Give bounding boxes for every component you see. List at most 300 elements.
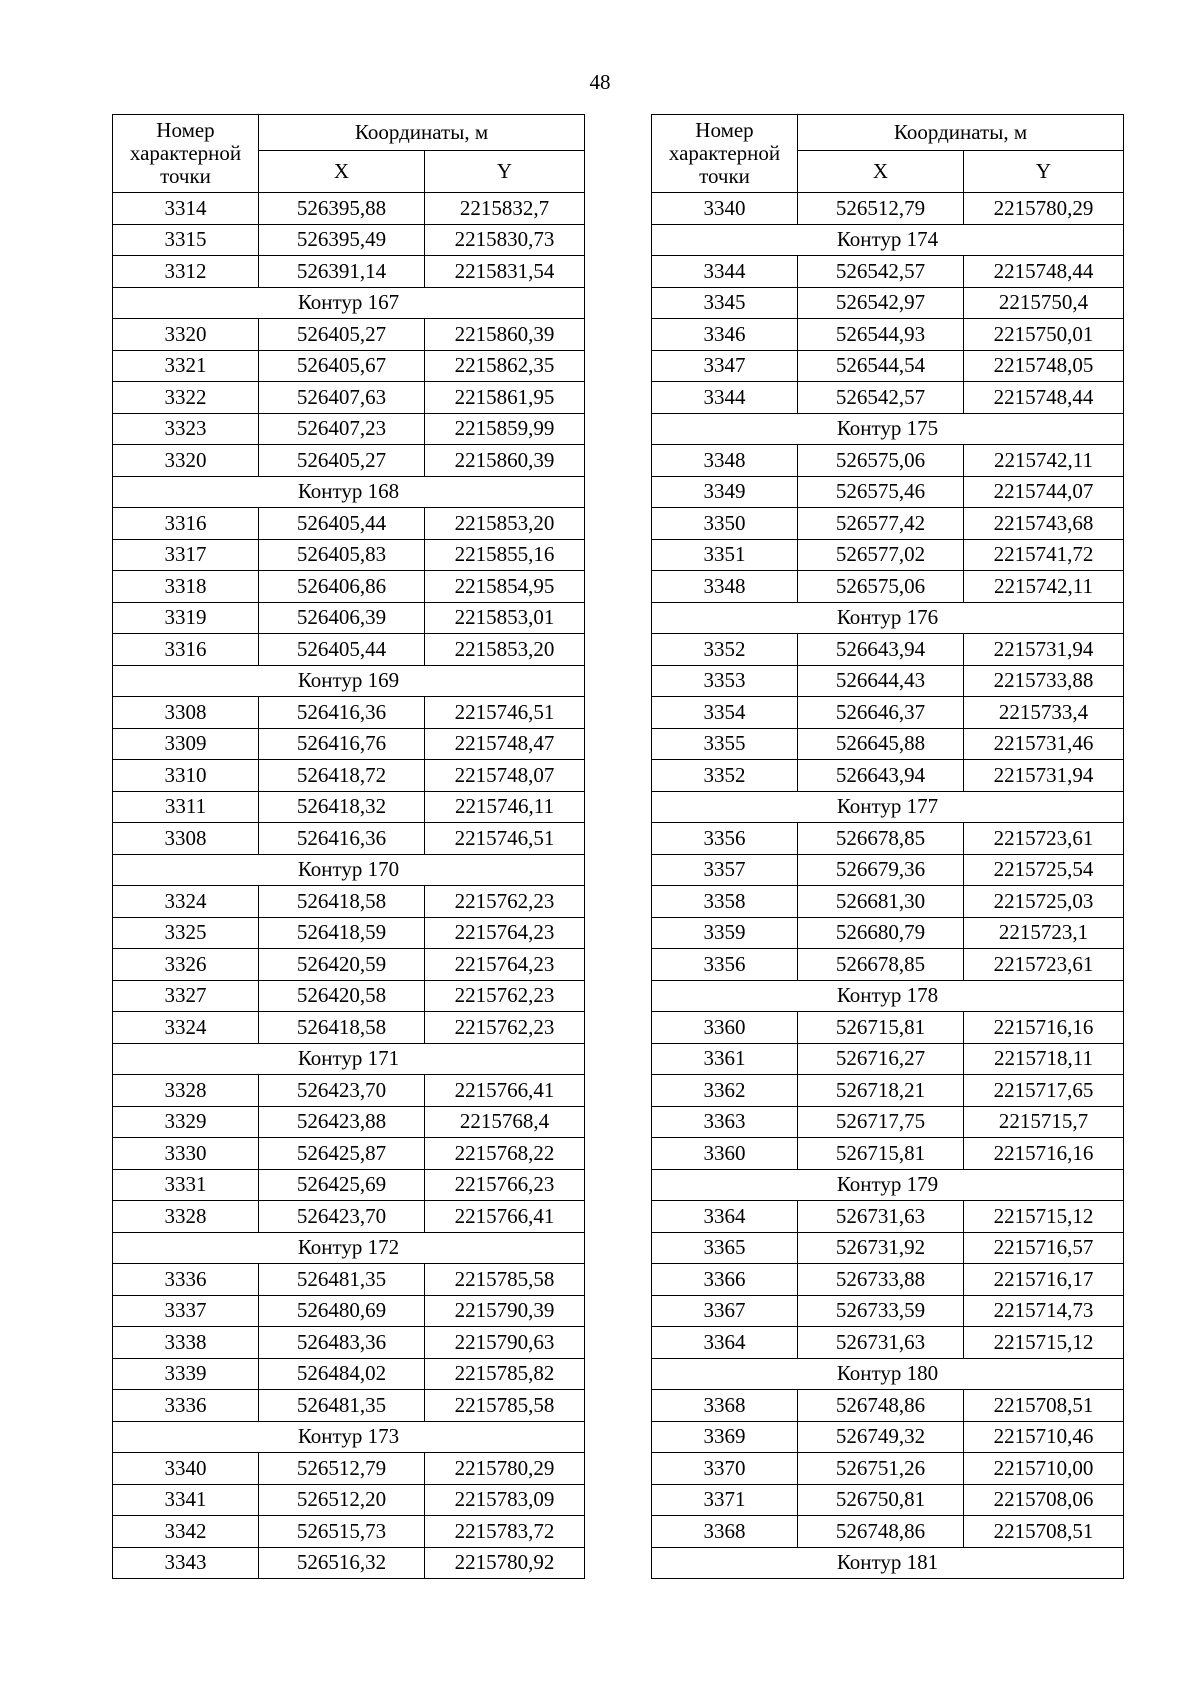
- x-coordinate-cell: 526405,67: [259, 350, 425, 382]
- table-row: [652, 1484, 1124, 1516]
- y-coordinate-cell: 2215764,23: [425, 917, 585, 949]
- point-number-cell: 3366: [652, 1264, 798, 1296]
- y-coordinate-cell: 2215790,39: [425, 1295, 585, 1327]
- x-coordinate-cell: 526646,37: [798, 697, 964, 729]
- x-coordinate-cell: 526512,79: [259, 1453, 425, 1485]
- contour-row: [652, 791, 1124, 823]
- x-coordinate-cell: 526423,70: [259, 1075, 425, 1107]
- x-coordinate-cell: 526717,75: [798, 1106, 964, 1138]
- point-number-cell: 3310: [113, 760, 259, 792]
- contour-label: Контур 178: [652, 980, 1124, 1012]
- point-number-cell: 3309: [113, 728, 259, 760]
- x-coordinate-cell: 526542,57: [798, 256, 964, 288]
- table-row: [113, 193, 585, 225]
- y-coordinate-cell: 2215716,16: [964, 1012, 1124, 1044]
- table-row: [113, 634, 585, 666]
- x-coordinate-cell: 526418,59: [259, 917, 425, 949]
- y-coordinate-cell: 2215831,54: [425, 256, 585, 288]
- table-row: [652, 949, 1124, 981]
- x-coordinate-cell: 526544,93: [798, 319, 964, 351]
- point-number-cell: 3314: [113, 193, 259, 225]
- contour-row: [652, 1547, 1124, 1579]
- point-number-cell: 3320: [113, 319, 259, 351]
- x-coordinate-cell: 526480,69: [259, 1295, 425, 1327]
- x-coordinate-cell: 526577,02: [798, 539, 964, 571]
- y-coordinate-cell: 2215723,1: [964, 917, 1124, 949]
- table-row: [113, 791, 585, 823]
- y-coordinate-cell: 2215714,73: [964, 1295, 1124, 1327]
- table-row: [113, 1012, 585, 1044]
- y-coordinate-cell: 2215746,11: [425, 791, 585, 823]
- table-row: [652, 1043, 1124, 1075]
- y-coordinate-cell: 2215715,12: [964, 1327, 1124, 1359]
- point-number-cell: 3325: [113, 917, 259, 949]
- point-number-cell: 3368: [652, 1516, 798, 1548]
- x-coordinate-cell: 526420,58: [259, 980, 425, 1012]
- table-row: [652, 287, 1124, 319]
- y-coordinate-cell: 2215766,41: [425, 1075, 585, 1107]
- point-number-cell: 3356: [652, 823, 798, 855]
- table-row: [652, 382, 1124, 414]
- table-row: [113, 1453, 585, 1485]
- point-number-cell: 3364: [652, 1201, 798, 1233]
- table-row: [113, 1358, 585, 1390]
- point-number-cell: 3352: [652, 760, 798, 792]
- x-coordinate-cell: 526405,27: [259, 445, 425, 477]
- point-number-cell: 3315: [113, 224, 259, 256]
- y-coordinate-cell: 2215780,92: [425, 1547, 585, 1579]
- x-coordinate-cell: 526416,76: [259, 728, 425, 760]
- point-number-cell: 3327: [113, 980, 259, 1012]
- point-number-cell: 3364: [652, 1327, 798, 1359]
- contour-label: Контур 171: [113, 1043, 585, 1075]
- y-coordinate-cell: 2215731,94: [964, 760, 1124, 792]
- coordinates-header: Координаты, м: [798, 115, 1124, 151]
- point-number-cell: 3308: [113, 697, 259, 729]
- point-number-cell: 3356: [652, 949, 798, 981]
- y-coordinate-cell: 2215748,44: [964, 256, 1124, 288]
- x-coordinate-cell: 526643,94: [798, 634, 964, 666]
- table-row: [652, 539, 1124, 571]
- y-coordinate-cell: 2215742,11: [964, 571, 1124, 603]
- x-coordinate-cell: 526544,54: [798, 350, 964, 382]
- point-number-cell: 3316: [113, 634, 259, 666]
- y-coordinate-cell: 2215708,06: [964, 1484, 1124, 1516]
- y-coordinate-cell: 2215717,65: [964, 1075, 1124, 1107]
- point-number-cell: 3308: [113, 823, 259, 855]
- table-row: [113, 1264, 585, 1296]
- x-coordinate-cell: 526542,57: [798, 382, 964, 414]
- x-coordinate-cell: 526731,92: [798, 1232, 964, 1264]
- x-coordinate-cell: 526733,59: [798, 1295, 964, 1327]
- table-row: [113, 823, 585, 855]
- y-coordinate-cell: 2215716,16: [964, 1138, 1124, 1170]
- point-number-cell: 3322: [113, 382, 259, 414]
- x-coordinate-cell: 526418,58: [259, 886, 425, 918]
- contour-row: [113, 665, 585, 697]
- table-row: [113, 728, 585, 760]
- y-coordinate-cell: 2215762,23: [425, 886, 585, 918]
- x-coordinate-cell: 526481,35: [259, 1390, 425, 1422]
- table-row: [113, 571, 585, 603]
- x-coordinate-cell: 526395,88: [259, 193, 425, 225]
- point-number-cell: 3316: [113, 508, 259, 540]
- table-row: [113, 697, 585, 729]
- y-coordinate-cell: 2215716,17: [964, 1264, 1124, 1296]
- table-row: [652, 1421, 1124, 1453]
- y-coordinate-cell: 2215725,54: [964, 854, 1124, 886]
- contour-label: Контур 176: [652, 602, 1124, 634]
- x-header: X: [259, 151, 425, 193]
- table-row: [113, 445, 585, 477]
- y-coordinate-cell: 2215862,35: [425, 350, 585, 382]
- x-coordinate-cell: 526416,36: [259, 697, 425, 729]
- point-number-cell: 3326: [113, 949, 259, 981]
- point-number-cell: 3339: [113, 1358, 259, 1390]
- x-coordinate-cell: 526395,49: [259, 224, 425, 256]
- y-coordinate-cell: 2215860,39: [425, 445, 585, 477]
- table-row: [652, 1012, 1124, 1044]
- table-row: [113, 350, 585, 382]
- point-number-cell: 3367: [652, 1295, 798, 1327]
- y-coordinate-cell: 2215723,61: [964, 823, 1124, 855]
- point-number-cell: 3355: [652, 728, 798, 760]
- x-coordinate-cell: 526484,02: [259, 1358, 425, 1390]
- contour-label: Контур 169: [113, 665, 585, 697]
- contour-row: [113, 287, 585, 319]
- x-coordinate-cell: 526425,69: [259, 1169, 425, 1201]
- x-coordinate-cell: 526679,36: [798, 854, 964, 886]
- x-coordinate-cell: 526405,27: [259, 319, 425, 351]
- x-coordinate-cell: 526423,88: [259, 1106, 425, 1138]
- y-header: Y: [425, 151, 585, 193]
- table-row: [652, 1201, 1124, 1233]
- x-coordinate-cell: 526406,39: [259, 602, 425, 634]
- point-number-cell: 3344: [652, 382, 798, 414]
- y-coordinate-cell: 2215731,46: [964, 728, 1124, 760]
- y-coordinate-cell: 2215731,94: [964, 634, 1124, 666]
- point-number-cell: 3340: [652, 193, 798, 225]
- point-number-cell: 3331: [113, 1169, 259, 1201]
- x-coordinate-cell: 526716,27: [798, 1043, 964, 1075]
- point-number-cell: 3354: [652, 697, 798, 729]
- y-coordinate-cell: 2215748,07: [425, 760, 585, 792]
- table-row: [652, 665, 1124, 697]
- x-coordinate-cell: 526643,94: [798, 760, 964, 792]
- y-coordinate-cell: 2215768,22: [425, 1138, 585, 1170]
- x-coordinate-cell: 526405,44: [259, 634, 425, 666]
- x-coordinate-cell: 526406,86: [259, 571, 425, 603]
- table-row: [652, 917, 1124, 949]
- y-coordinate-cell: 2215860,39: [425, 319, 585, 351]
- x-coordinate-cell: 526733,88: [798, 1264, 964, 1296]
- coordinates-header: Координаты, м: [259, 115, 585, 151]
- y-coordinate-cell: 2215742,11: [964, 445, 1124, 477]
- y-coordinate-cell: 2215790,63: [425, 1327, 585, 1359]
- x-coordinate-cell: 526575,46: [798, 476, 964, 508]
- y-coordinate-cell: 2215748,05: [964, 350, 1124, 382]
- table-row: [113, 602, 585, 634]
- table-row: [652, 1075, 1124, 1107]
- table-row: [113, 256, 585, 288]
- table-row: [113, 413, 585, 445]
- table-row: [113, 949, 585, 981]
- contour-row: [652, 602, 1124, 634]
- x-coordinate-cell: 526577,42: [798, 508, 964, 540]
- table-row: [113, 1169, 585, 1201]
- table-row: [113, 319, 585, 351]
- contour-label: Контур 177: [652, 791, 1124, 823]
- x-coordinate-cell: 526512,79: [798, 193, 964, 225]
- point-number-cell: 3362: [652, 1075, 798, 1107]
- point-number-cell: 3369: [652, 1421, 798, 1453]
- table-row: [652, 445, 1124, 477]
- point-number-cell: 3358: [652, 886, 798, 918]
- contour-label: Контур 168: [113, 476, 585, 508]
- y-coordinate-cell: 2215716,57: [964, 1232, 1124, 1264]
- y-coordinate-cell: 2215708,51: [964, 1516, 1124, 1548]
- point-number-cell: 3357: [652, 854, 798, 886]
- y-coordinate-cell: 2215780,29: [964, 193, 1124, 225]
- point-number-cell: 3341: [113, 1484, 259, 1516]
- point-number-cell: 3324: [113, 1012, 259, 1044]
- point-number-cell: 3343: [113, 1547, 259, 1579]
- table-row: [652, 256, 1124, 288]
- x-coordinate-cell: 526575,06: [798, 445, 964, 477]
- y-coordinate-cell: 2215780,29: [425, 1453, 585, 1485]
- y-coordinate-cell: 2215718,11: [964, 1043, 1124, 1075]
- point-number-cell: 3348: [652, 445, 798, 477]
- y-coordinate-cell: 2215853,20: [425, 508, 585, 540]
- table-row: [652, 823, 1124, 855]
- x-coordinate-cell: 526718,21: [798, 1075, 964, 1107]
- point-number-cell: 3324: [113, 886, 259, 918]
- table-row: [652, 854, 1124, 886]
- y-coordinate-cell: 2215783,09: [425, 1484, 585, 1516]
- point-number-cell: 3347: [652, 350, 798, 382]
- point-number-cell: 3342: [113, 1516, 259, 1548]
- x-coordinate-cell: 526748,86: [798, 1390, 964, 1422]
- y-coordinate-cell: 2215710,46: [964, 1421, 1124, 1453]
- point-number-cell: 3323: [113, 413, 259, 445]
- x-coordinate-cell: 526407,63: [259, 382, 425, 414]
- x-coordinate-cell: 526512,20: [259, 1484, 425, 1516]
- x-coordinate-cell: 526750,81: [798, 1484, 964, 1516]
- y-coordinate-cell: 2215741,72: [964, 539, 1124, 571]
- y-coordinate-cell: 2215785,58: [425, 1390, 585, 1422]
- x-header: X: [798, 151, 964, 193]
- contour-label: Контур 173: [113, 1421, 585, 1453]
- table-row: [652, 1138, 1124, 1170]
- contour-row: [652, 413, 1124, 445]
- x-coordinate-cell: 526749,32: [798, 1421, 964, 1453]
- table-row: [113, 1201, 585, 1233]
- point-number-cell: 3361: [652, 1043, 798, 1075]
- table-row: [113, 1295, 585, 1327]
- point-number-cell: 3317: [113, 539, 259, 571]
- point-number-cell: 3330: [113, 1138, 259, 1170]
- y-coordinate-cell: 2215853,01: [425, 602, 585, 634]
- point-number-cell: 3337: [113, 1295, 259, 1327]
- y-coordinate-cell: 2215725,03: [964, 886, 1124, 918]
- x-coordinate-cell: 526575,06: [798, 571, 964, 603]
- table-row: [113, 917, 585, 949]
- point-number-cell: 3319: [113, 602, 259, 634]
- point-number-cell: 3340: [113, 1453, 259, 1485]
- point-number-cell: 3328: [113, 1075, 259, 1107]
- table-row: [652, 1264, 1124, 1296]
- contour-row: [652, 1358, 1124, 1390]
- y-coordinate-cell: 2215750,4: [964, 287, 1124, 319]
- x-coordinate-cell: 526542,97: [798, 287, 964, 319]
- x-coordinate-cell: 526678,85: [798, 823, 964, 855]
- point-number-cell: 3346: [652, 319, 798, 351]
- table-row: [652, 319, 1124, 351]
- y-coordinate-cell: 2215832,7: [425, 193, 585, 225]
- point-number-cell: 3352: [652, 634, 798, 666]
- x-coordinate-cell: 526481,35: [259, 1264, 425, 1296]
- point-number-cell: 3353: [652, 665, 798, 697]
- point-number-cell: 3370: [652, 1453, 798, 1485]
- y-coordinate-cell: 2215708,51: [964, 1390, 1124, 1422]
- table-row: [113, 539, 585, 571]
- x-coordinate-cell: 526391,14: [259, 256, 425, 288]
- table-row: [652, 476, 1124, 508]
- contour-label: Контур 172: [113, 1232, 585, 1264]
- y-coordinate-cell: 2215830,73: [425, 224, 585, 256]
- y-coordinate-cell: 2215766,23: [425, 1169, 585, 1201]
- point-number-cell: 3336: [113, 1390, 259, 1422]
- point-number-cell: 3350: [652, 508, 798, 540]
- table-row: [113, 1390, 585, 1422]
- x-coordinate-cell: 526416,36: [259, 823, 425, 855]
- y-coordinate-cell: 2215746,51: [425, 823, 585, 855]
- x-coordinate-cell: 526748,86: [798, 1516, 964, 1548]
- x-coordinate-cell: 526418,72: [259, 760, 425, 792]
- y-coordinate-cell: 2215785,82: [425, 1358, 585, 1390]
- table-row: [113, 1106, 585, 1138]
- table-row: [652, 760, 1124, 792]
- table-row: [113, 508, 585, 540]
- point-number-cell: 3349: [652, 476, 798, 508]
- x-coordinate-cell: 526678,85: [798, 949, 964, 981]
- x-coordinate-cell: 526645,88: [798, 728, 964, 760]
- y-coordinate-cell: 2215764,23: [425, 949, 585, 981]
- contour-row: [113, 854, 585, 886]
- contour-row: [652, 1169, 1124, 1201]
- point-number-cell: 3371: [652, 1484, 798, 1516]
- y-coordinate-cell: 2215733,88: [964, 665, 1124, 697]
- point-number-cell: 3363: [652, 1106, 798, 1138]
- point-number-cell: 3312: [113, 256, 259, 288]
- table-row: [113, 1138, 585, 1170]
- y-coordinate-cell: 2215715,7: [964, 1106, 1124, 1138]
- y-coordinate-cell: 2215715,12: [964, 1201, 1124, 1233]
- table-row: [652, 508, 1124, 540]
- contour-row: [113, 1043, 585, 1075]
- y-coordinate-cell: 2215744,07: [964, 476, 1124, 508]
- table-row: [113, 760, 585, 792]
- y-coordinate-cell: 2215750,01: [964, 319, 1124, 351]
- point-number-cell: 3348: [652, 571, 798, 603]
- point-number-cell: 3368: [652, 1390, 798, 1422]
- x-coordinate-cell: 526420,59: [259, 949, 425, 981]
- point-number-cell: 3320: [113, 445, 259, 477]
- point-number-header: Номер характерной точки: [652, 115, 798, 193]
- x-coordinate-cell: 526483,36: [259, 1327, 425, 1359]
- x-coordinate-cell: 526680,79: [798, 917, 964, 949]
- x-coordinate-cell: 526681,30: [798, 886, 964, 918]
- point-number-cell: 3318: [113, 571, 259, 603]
- x-coordinate-cell: 526751,26: [798, 1453, 964, 1485]
- point-number-cell: 3365: [652, 1232, 798, 1264]
- table-row: [113, 886, 585, 918]
- table-row: [652, 350, 1124, 382]
- x-coordinate-cell: 526731,63: [798, 1201, 964, 1233]
- point-number-cell: 3360: [652, 1012, 798, 1044]
- y-coordinate-cell: 2215785,58: [425, 1264, 585, 1296]
- x-coordinate-cell: 526715,81: [798, 1138, 964, 1170]
- x-coordinate-cell: 526418,32: [259, 791, 425, 823]
- table-row: [652, 1516, 1124, 1548]
- y-coordinate-cell: 2215855,16: [425, 539, 585, 571]
- table-row: [652, 1390, 1124, 1422]
- point-number-cell: 3321: [113, 350, 259, 382]
- table-row: [113, 1484, 585, 1516]
- y-coordinate-cell: 2215853,20: [425, 634, 585, 666]
- point-number-cell: 3311: [113, 791, 259, 823]
- y-coordinate-cell: 2215762,23: [425, 980, 585, 1012]
- point-number-cell: 3345: [652, 287, 798, 319]
- table-row: [113, 1327, 585, 1359]
- contour-row: [652, 224, 1124, 256]
- table-row: [113, 1516, 585, 1548]
- y-coordinate-cell: 2215854,95: [425, 571, 585, 603]
- y-coordinate-cell: 2215748,47: [425, 728, 585, 760]
- table-row: [113, 1075, 585, 1107]
- y-coordinate-cell: 2215766,41: [425, 1201, 585, 1233]
- table-row: [113, 980, 585, 1012]
- x-coordinate-cell: 526644,43: [798, 665, 964, 697]
- contour-label: Контур 179: [652, 1169, 1124, 1201]
- x-coordinate-cell: 526407,23: [259, 413, 425, 445]
- table-row: [652, 571, 1124, 603]
- y-coordinate-cell: 2215710,00: [964, 1453, 1124, 1485]
- point-number-cell: 3336: [113, 1264, 259, 1296]
- y-coordinate-cell: 2215783,72: [425, 1516, 585, 1548]
- point-number-cell: 3360: [652, 1138, 798, 1170]
- y-coordinate-cell: 2215748,44: [964, 382, 1124, 414]
- x-coordinate-cell: 526731,63: [798, 1327, 964, 1359]
- x-coordinate-cell: 526418,58: [259, 1012, 425, 1044]
- y-coordinate-cell: 2215743,68: [964, 508, 1124, 540]
- contour-label: Контур 181: [652, 1547, 1124, 1579]
- table-row: [652, 697, 1124, 729]
- point-number-cell: 3344: [652, 256, 798, 288]
- contour-label: Контур 180: [652, 1358, 1124, 1390]
- table-row: [652, 1453, 1124, 1485]
- table-row: [652, 1232, 1124, 1264]
- y-coordinate-cell: 2215768,4: [425, 1106, 585, 1138]
- table-row: [113, 382, 585, 414]
- x-coordinate-cell: 526423,70: [259, 1201, 425, 1233]
- x-coordinate-cell: 526405,44: [259, 508, 425, 540]
- contour-row: [113, 1232, 585, 1264]
- y-coordinate-cell: 2215723,61: [964, 949, 1124, 981]
- coordinates-table-right: [651, 114, 1124, 1579]
- table-row: [652, 193, 1124, 225]
- x-coordinate-cell: 526516,32: [259, 1547, 425, 1579]
